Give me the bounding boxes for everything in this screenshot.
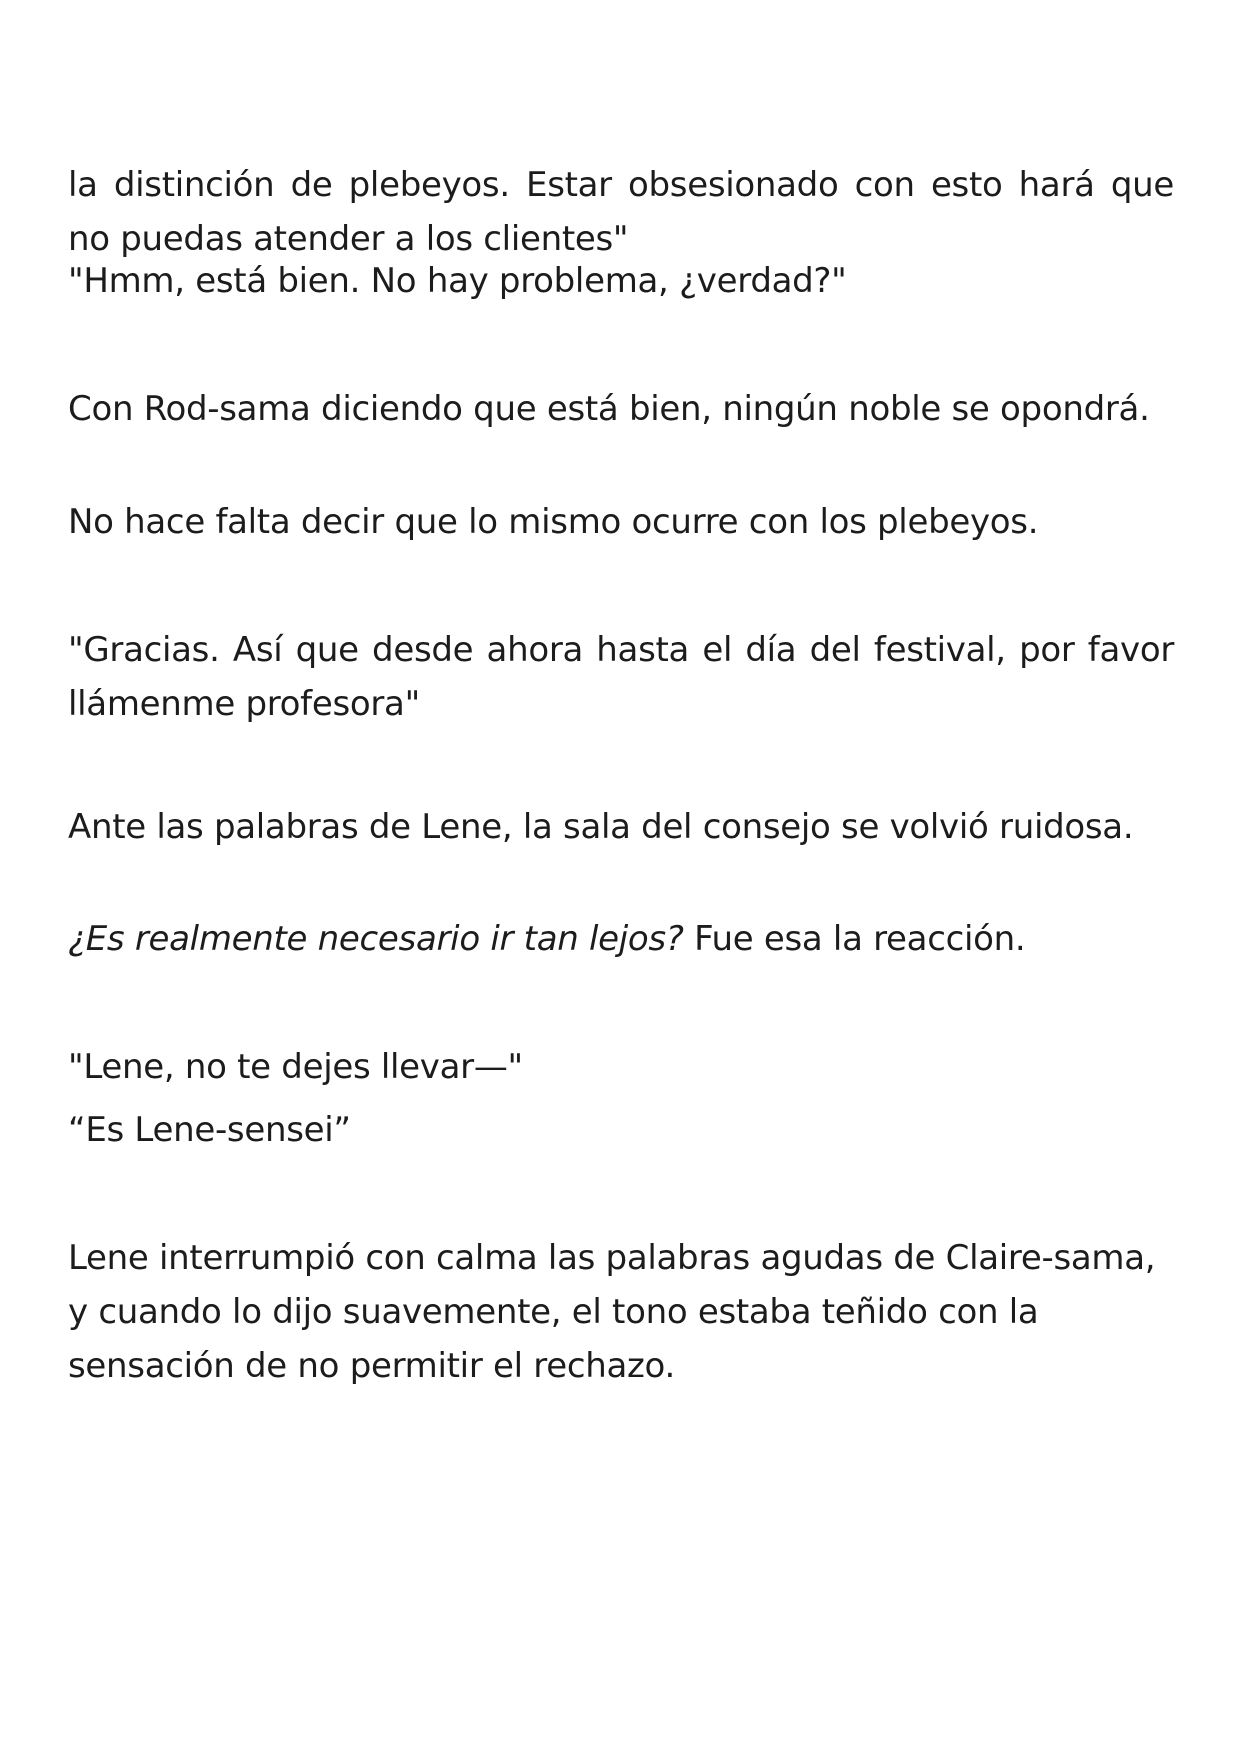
paragraph-8: "Lene, no te dejes llevar—" [68, 1047, 523, 1087]
paragraph-7 [68, 912, 1174, 966]
paragraph-9: “Es Lene-sensei” [68, 1110, 351, 1150]
paragraph-2: "Hmm, está bien. No hay problema, ¿verdad?" [68, 261, 847, 301]
paragraph-7-text: Fue esa la reacción. [683, 919, 1026, 959]
paragraph-5: "Gracias. Así que desde ahora hasta el día del festival, por favor llámenme profesora" [68, 630, 1174, 724]
paragraph-10: Lene interrumpió con calma las palabras agudas de Claire-sama, y cuando lo dijo suavemente, el tono estaba teñido con la sensación de no permitir el rechazo. [68, 1238, 1156, 1386]
paragraph-3: Con Rod-sama diciendo que está bien, ningún noble se opondrá. [68, 389, 1150, 429]
inner-thought-text: ¿Es realmente necesario ir tan lejos? [68, 919, 684, 959]
paragraph-4: No hace falta decir que lo mismo ocurre con los plebeyos. [68, 502, 1039, 542]
paragraph-1: la distinción de plebeyos. Estar obsesionado con esto hará que no puedas atender a los clientes" [68, 165, 1174, 259]
paragraph-6: Ante las palabras de Lene, la sala del consejo se volvió ruidosa. [68, 807, 1134, 847]
